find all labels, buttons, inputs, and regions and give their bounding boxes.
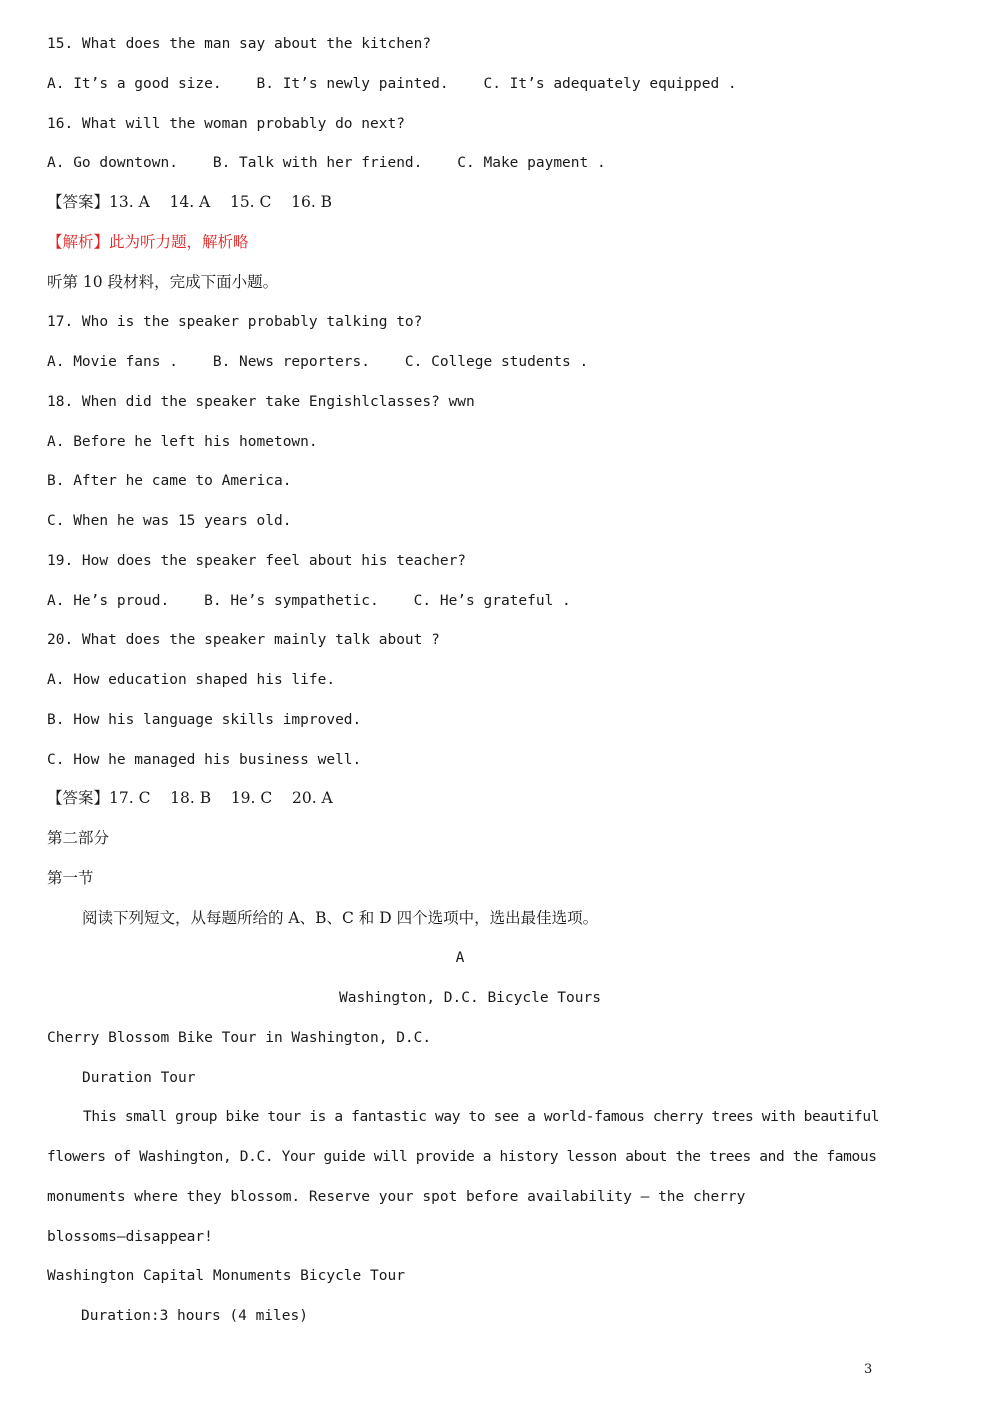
option-20b: B. How his language skills improved. [47,712,362,728]
options-19: A. He’s proud. B. He’s sympathetic. C. He’s grateful . [47,593,571,609]
option-18c: C. When he was 15 years old. [47,513,292,529]
passage-label: A [455,950,465,966]
tour-1-duration: Duration Tour [82,1070,196,1086]
question-20: 20. What does the speaker mainly talk about ? [47,632,440,648]
question-16: 16. What will the woman probably do next? [47,116,405,132]
section-instruction: 听第 10 段材料，完成下面小题。 [47,273,279,291]
tour-1-title: Cherry Blossom Bike Tour in Washington, D.C. [47,1030,432,1046]
question-18: 18. When did the speaker take Engishlclasses? wwn [47,394,475,410]
option-18b: B. After he came to America. [47,473,292,489]
question-17: 17. Who is the speaker probably talking to? [47,314,423,330]
question-19: 19. How does the speaker feel about his teacher? [47,553,467,569]
reading-instruction: 阅读下列短文，从每题所给的 A、B、C 和 D 四个选项中，选出最佳选项。 [82,909,599,927]
tour-1-desc-line-1: This small group bike tour is a fantastic way to see a world-famous cherry trees with beautiful [83,1109,880,1125]
tour-2-duration: Duration:3 hours (4 miles) [81,1308,308,1324]
option-18a: A. Before he left his hometown. [47,434,318,450]
answer-17-20: 【答案】17. C 18. B 19. C 20. A [47,789,333,807]
part-two-heading: 第二部分 [47,829,110,847]
section-one-heading: 第一节 [47,869,94,887]
options-15: A. It’s a good size. B. It’s newly painted. C. It’s adequately equipped . [47,76,737,92]
option-20c: C. How he managed his business well. [47,752,362,768]
options-16: A. Go downtown. B. Talk with her friend. C. Make payment . [47,155,606,171]
question-15: 15. What does the man say about the kitchen? [47,36,432,52]
options-17: A. Movie fans . B. News reporters. C. College students . [47,354,589,370]
analysis-note: 【解析】此为听力题，解析略 [47,233,249,251]
tour-2-title: Washington Capital Monuments Bicycle Tour [47,1268,405,1284]
passage-title: Washington, D.C. Bicycle Tours [339,990,601,1006]
answer-13-16: 【答案】13. A 14. A 15. C 16. B [47,193,333,211]
page-number: 3 [864,1362,873,1377]
tour-1-desc-line-3: monuments where they blossom. Reserve your spot before availability — the cherry [47,1189,746,1205]
option-20a: A. How education shaped his life. [47,672,336,688]
tour-1-desc-line-2: flowers of Washington, D.C. Your guide will provide a history lesson about the trees and the famous [47,1149,877,1165]
tour-1-desc-line-4: blossoms—disappear! [47,1229,213,1245]
